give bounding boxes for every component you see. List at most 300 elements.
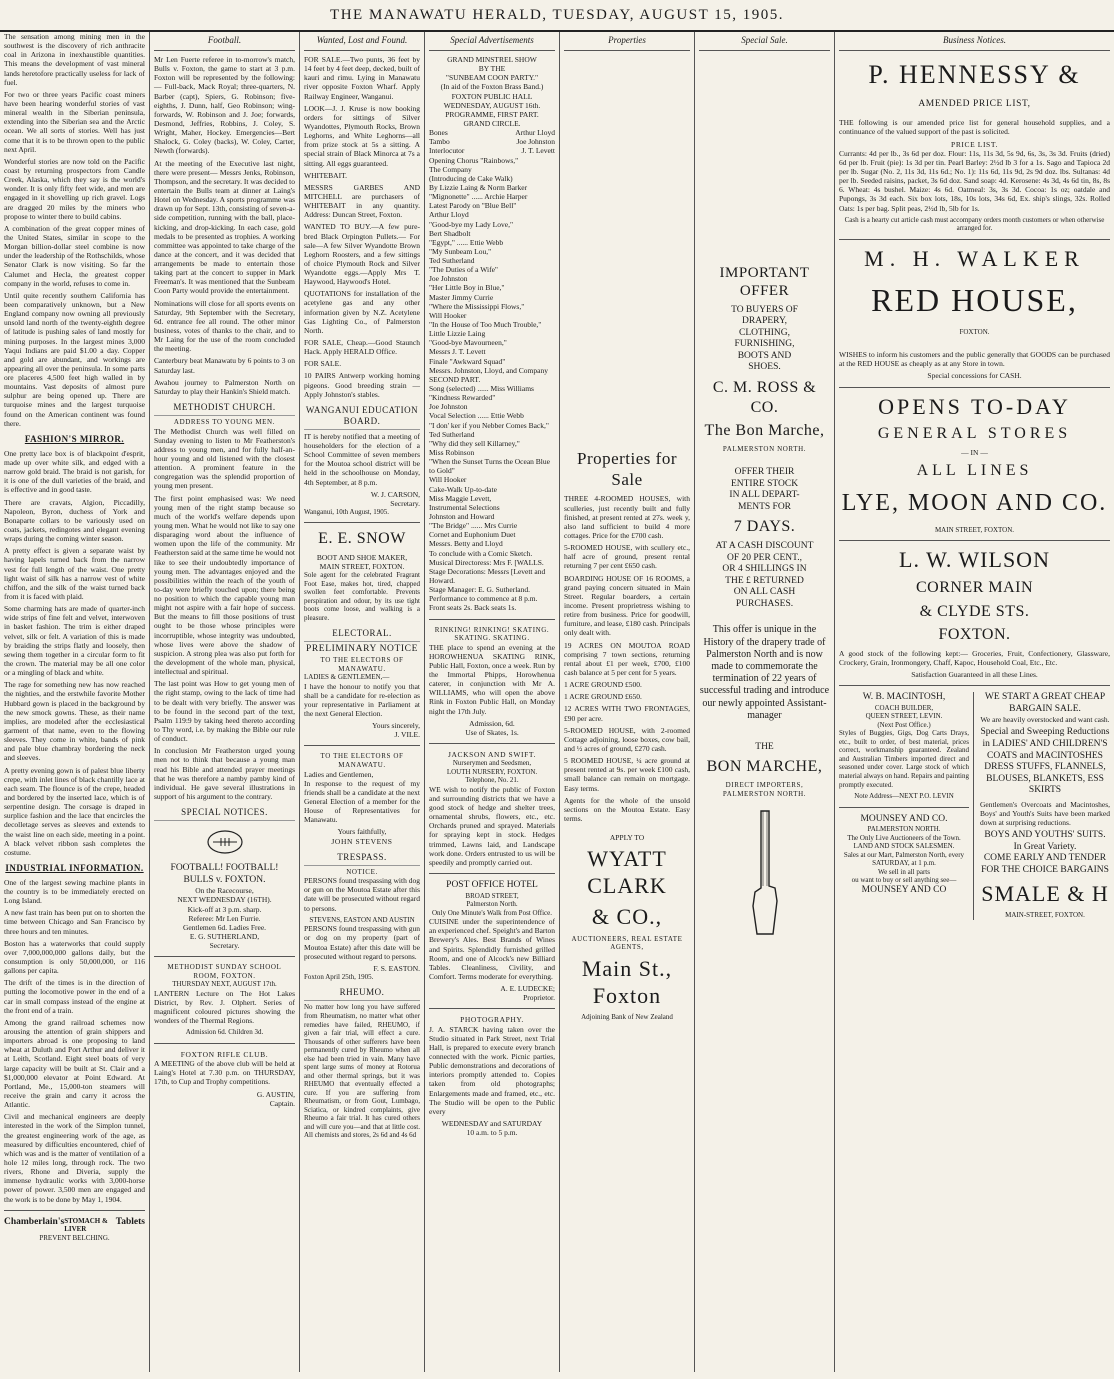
properties-head: Properties (564, 32, 690, 51)
divider (839, 685, 1110, 686)
prices: Currants: 4d per lb., 3s 6d per doz. Flour: 11s, 11s 3d, 5s 9d, 6s, 3s, 3s 3d. Fruits (dried) 6d per lb. Fruit (pie): 1s 3d per tin. Pearl Barley: 2½d lb 3 for a 1s. Sago and Tapioca 2d per lb. Sugar (No. 2, 11s 3d, 11s 6d.; No. 1): 11s 6d, 11s 9d, 2s 9d doz. lbs. Sultanas: 4d per lb. Seeded raisins, packet, 3s 6d doz. Sand soap: 4d. Kerosene: 4s 3d, 4s 6d tin, 8s, 8s 6. Wheat: 4s bushel. Maize: 4s 6d. Oatmeal: 3s, 3s 3d. Cocoa: 1s oz; oatdale and Pupongs, 3s 3d each. Six box lots, 18s, 10s lots, 34s 6d, Ex. ship's slings, 32s. Rolled Oats: 1s per bag. Split peas, 2½d lb, 5lb for 1s. (839, 148, 1110, 213)
snow-text: Sole agent for the celebrated Fragrant Foot Ease, makes hot, tired, chapped swollen feet comfortable. Prevents perspiration and odour, by its use tight boots come loose, and walking is a pleasure. (304, 571, 420, 622)
divider (154, 1043, 295, 1044)
cheap-sale: BARGAIN SALE. (1009, 703, 1081, 714)
variety: In Great Variety. (1013, 841, 1077, 852)
wilson-text: A good stock of the following kept:— Groceries, Fruit, Confectionery, Glassware, Crockery, Grain, Ironmongery, Chaff, Kapoc, Household Coal, Etc., Etc. (839, 648, 1110, 667)
mounsey-sign: MOUNSEY AND CO (861, 884, 947, 895)
industrial-paragraphs (4, 878, 145, 1204)
mac-addr: QUEEN STREET, LEVIN. (865, 712, 943, 721)
unique-text: This offer is unique in the History of the drapery trade of Palmerston North and is now made to commemorate the termination of 22 years of successful trading and introduce our newly appointed Assistant-manager (699, 624, 830, 721)
news-paragraph: Wonderful stories are now told on the Pacific coast by returning prospectors from Candle Creek, Alaska, which they say is the world's wonder. It is only fifty feet wide, and men are engaged in it shovelling up rich gravel. Logs are dragged 20 miles by the miners who propose to winter there to build cabins. (4, 156, 145, 221)
football-paragraph: At the meeting of the Executive last night, there were present— Messrs Jenks, Robinson, Thompson, and the secretary. It was decided to entertain the Bulls team at dinner at Laing's Hotel on Wednesday. A sports programme was drawn up for Sept. 13th, consisting of seven-a-side competition, running with the ball, place-kicking, and drop-kicking. In each case, gold medals to be presented as trophies. A working committee was appointed to take charge of the dance at the concert, and it was decided that arrangements be made to entertain those taking part at the concert to supper in Mark Freeman's. It was mentioned that the Sunbeam Coon Party would provide the entertainment. (154, 158, 295, 296)
program-line: Will Hooker (429, 475, 467, 485)
mac-address: Note Address—NEXT P.O. LEVIN (854, 792, 954, 801)
mounsey-role: LAND AND STOCK SALESMEN. (853, 842, 955, 851)
fashion-paragraphs (4, 449, 145, 857)
wilson-corner: CORNER MAIN (915, 579, 1034, 597)
wanted-ad: FOR SALE.—Two punts, 36 feet by 14 feet by 4 feet deep, decked, built of kauri and rimu. Lying in Manawatu river opposite Foxton Wharf. Apply Railway Engineer, Wanganui. (304, 54, 420, 101)
days: 7 DAYS. (733, 518, 796, 536)
program-line: "My Sunbeam Lou," (429, 246, 492, 256)
wanganui-text: IT is hereby notified that a meeting of householders for the election of a School Committee of seven members for the Moutoa school district will be held in the schoolhouse on Monday, 4th September, at 8 p.m. (304, 431, 420, 487)
chamberlain-ad (4, 1217, 145, 1234)
program-line: "Mignonette" ...... Archie Harper (429, 192, 528, 202)
rinking-title: RINKING! RINKING! SKATING. SKATING. SKATING. (434, 625, 550, 643)
discount-line: THE £ RETURNED (725, 575, 804, 586)
industrial-title: INDUSTRIAL INFORMATION. (5, 862, 144, 873)
properties-title: Properties for Sale (576, 448, 677, 489)
property-listing: 5-ROOMED HOUSE, with 2-roomed Cottage adjoining, loose boxes, cow bail, and ½ acres of ground, £270 cash. (564, 725, 690, 753)
football-paragraphs (154, 55, 295, 396)
hennessy-name: P. HENNESSY & (868, 59, 1081, 89)
jackson-text: WE wish to notify the public of Foxton and surrounding districts that we have a good stock of hedge and shelter trees, ornamental shrubs, flowers, etc., etc. Orchards pruned and sprayed. Materials for spraying kept in stock. Hedges trimmed, Lawns laid, and Landscape work done. Orders entrusted to us will be speedily and promptly carried out. (429, 784, 555, 867)
masthead-title: THE MANAWATU HERALD, TUESDAY, AUGUST 15, 1905. (330, 6, 784, 23)
program-line: Arthur Lloyd (429, 210, 469, 220)
rifle-role: Captain. (269, 1098, 295, 1108)
minstrel-header (429, 55, 555, 128)
program-line: To conclude with a Comic Sketch. (429, 548, 533, 558)
notice2-sign: F. S. EASTON. (373, 963, 420, 973)
rinking-skates: Use of Skates, 1s. (465, 727, 519, 737)
wanted-ad: FOR SALE. (304, 359, 342, 369)
prelim-title: PRELIMINARY NOTICE (305, 644, 419, 655)
general: GENERAL STORES (877, 425, 1072, 443)
program-line: "I don' ker if you Nebber Comes Back," Ted Sutherland (429, 420, 549, 439)
wanted-ad: QUOTATIONS for installation of the acetylene gas and any other information given by N.Z. Acetylene Gas Lighting Co., of Palmerston North. (304, 289, 420, 335)
cast-row (429, 137, 555, 146)
stevens-sign: JOHN STEVENS (331, 836, 393, 846)
mounsey-sales: Sales at our Mart, Palmerston North, every (843, 850, 965, 859)
red-house: RED HOUSE, (871, 281, 1078, 318)
methodist-sub: ADDRESS TO YOUNG MEN. (173, 418, 276, 426)
firm-role: AUCTIONEERS, REAL ESTATE AGENTS, (571, 934, 683, 952)
offer2-lines (699, 467, 830, 513)
discount-line: PURCHASES. (735, 598, 794, 609)
program-line: Cornet and Euphonium Duet (429, 530, 516, 540)
hennessy-terms: Cash is a hearty cut article cash must accompany orders month customers or when otherwise arranged for. (844, 215, 1105, 233)
hotel-street: BROAD STREET, (465, 891, 519, 900)
program-line: Ted Sutherland (429, 256, 475, 266)
property-listing: 12 ACRES WITH TWO FRONTAGES, £90 per acre. (564, 704, 690, 723)
mounsey-day: SATURDAY, at 1 p.m. (872, 859, 936, 868)
program-line: Joe Johnston (429, 274, 468, 284)
rifle-title: FOXTON RIFLE CLUB. (180, 1049, 269, 1059)
industrial-paragraph: Civil and mechanical engineers are deeply interested in the work of the Simplon tunnel, the greatest engineering work of the age, as measured by difficulties encountered, chief of which was and is the matter of ventilation of a hole 12 miles long, through rock. The two rivers, Rhone and Diveria, supply the immense hydraulic works with 3,000-horse power of power. 3,500 men are engaged and the work is to be done by May 1, 1904. (4, 1112, 145, 1204)
cheap-gents: Gentlemen's Overcoats and Macintoshes, Boys' and Youth's Suits have been marked down at surprising reductions. (980, 799, 1110, 828)
wanted-ad: WHITEBAIT. (304, 170, 347, 180)
rinking-admission: Admission, 6d. (469, 718, 515, 728)
trespass-title: TRESPASS. (304, 852, 420, 866)
industrial-paragraph: A new fast train has been put on to shorten the time between Chicago and San Francisco by three hours and ten minutes. (4, 908, 145, 936)
opens: OPENS TO-DAY (878, 393, 1071, 419)
hotel-title: POST OFFICE HOTEL (446, 880, 538, 891)
industrial-paragraph: One of the largest sewing machine plants in the country is to be immediately erected on Long Island. (4, 877, 145, 906)
property-listing: BOARDING HOUSE OF 16 ROOMS, a grand paying concern situated in Main Street. Regular boarders, a certain income. Present proprietress wishing to retire from business. Price for goodwill, furniture, and lease, £180 cash. Principals only dealt with. (564, 573, 690, 638)
ross-firm: C. M. ROSS & CO. (712, 379, 817, 416)
program-line: Messrs J. T. Levett (429, 347, 486, 357)
bargains: FOR THE CHOICE BARGAINS (981, 865, 1109, 876)
offer-line: DRAPERY, (742, 316, 787, 327)
fashion-title: FASHION'S MIRROR. (24, 433, 125, 444)
notice1-text: PERSONS found trespassing with dog or gun on the Moutoa Estate after this date will be prosecuted without regard to persons. (304, 876, 420, 913)
minstrel-line: "SUNBEAM COON PARTY." (445, 73, 539, 83)
program-line: The Company (429, 164, 472, 174)
sunday-text: LANTERN Lecture on The Hot Lakes District, by Rev. J. Olphert. Series of magnificent coloured pictures showing the wonders of the Thermal Regions. (154, 988, 295, 1026)
minstrel-line: (In aid of the Foxton Brass Band.) (440, 82, 544, 92)
news-paragraphs (4, 32, 145, 428)
offer2-line: IN ALL DEPART- (729, 490, 800, 501)
fashion-paragraph: There are cravats, Algion, Piccadilly, Napoleon, Byron, duchess of York and Bonaparte collars to be variously used on coats, jackets, redingotes and elegant evening wraps during the coming winter season. (4, 497, 145, 544)
wanganui-title: WANGANUI EDUCATION BOARD. (304, 405, 420, 430)
price-title: PRICE LIST. (951, 139, 998, 149)
column-news (0, 32, 150, 1372)
offer-line: BOOTS AND (737, 350, 792, 361)
cast-role: Interlocutor (429, 146, 465, 156)
walker-name: M. H. WALKER (864, 245, 1085, 271)
property-listing: 1 ACRE GROUND £650. (564, 692, 642, 702)
football-ad-line: Kick-off at 3 p.m. sharp. (187, 904, 262, 914)
hotel-text: CUISINE under the superintendence of an experienced chef. Speight's and Barton Brewery's Ales. Best Brands of Wines and Spirits. Splendidly furnished grilled Room, and one of Alcock's new Billiard Tables. Cleanliness, Civility, and Comfort. Terms moderate for everything. (429, 917, 555, 982)
football-ad-lines (154, 886, 295, 932)
all-lines: ALL LINES (916, 462, 1033, 480)
hotel-sign: A. E. LUDECKE; (500, 984, 555, 994)
program-line: "Egypt," ...... Ettie Webb (429, 237, 504, 247)
mounsey-sell: We sell in all parts (878, 867, 930, 876)
mounsey-name: MOUNSEY AND CO. (860, 813, 948, 824)
football-ad-line: NEXT WEDNESDAY (16TH). (177, 895, 272, 905)
rheumo-text: No matter how long you have suffered from Rheumatism, no matter what other remedies have failed, RHEUMO, if given a fair trial, will effect a cure. Thousands of other sufferers have been permanently cured by Rheumo when all else had been tried in vain. Many have spent large sums of money at Rotorua and other thermal springs, but it was RHEUMO that eventually effected a cure. If you are suffering from Rheumatism, or from Gout, Lumbago, Sciatica, or kindred complaints, give Rheumo a fair trial. It has cured others and will cure you—and that at little cost. All chemists and stores, 2s 6d and 4s 6d (304, 1003, 420, 1140)
bottom-ads (839, 692, 1110, 920)
divider (839, 807, 969, 808)
snow-trade: BOOT AND SHOE MAKER, (316, 553, 408, 562)
offer-line: FURNISHING, (734, 339, 795, 350)
sunday-admission: Admission 6d. Children 3d. (185, 1028, 264, 1037)
notice-title: NOTICE. (346, 867, 378, 876)
snow-address: MAIN STREET, FOXTON. (319, 562, 405, 572)
chamberlain-tablets: Tablets (115, 1216, 145, 1227)
football-emblem-icon (205, 825, 245, 859)
wanted-ads (304, 55, 420, 399)
column-properties (560, 32, 695, 1372)
program-line: Instrumental Selections (429, 502, 500, 512)
sunday-title: METHODIST SUNDAY SCHOOL ROOM, FOXTON. (167, 963, 282, 980)
mac-text: Styles of Buggies, Gigs, Dog Carts Drays, etc., built to order, of best material, prices correct, workmanship guaranteed. Zealand and Australian Timbers imported direct and seasoned under cover. Large stock of which material always on hand. Repairs and painting promptly executed. (839, 729, 969, 789)
property-listing: 5 ROOMED HOUSE, ¼ acre ground at present rented at 9s. per week £100 cash, small balance can remain on mortgage. Easy terms. (564, 756, 690, 793)
program-line: Messrs. Johnston, Lloyd, and Company (429, 365, 548, 375)
notice2-date: Foxton April 25th, 1905. (304, 972, 374, 981)
lye-moon: LYE, MOON AND CO. (841, 489, 1108, 516)
offer-title: IMPORTANT OFFER (719, 264, 810, 300)
minstrel-program (429, 156, 555, 613)
special-notices-title: SPECIAL NOTICES. (154, 807, 295, 821)
minstrel-line: PROGRAMME, FIRST PART. (445, 109, 539, 119)
photo-title: PHOTOGRAPHY. (460, 1015, 524, 1025)
cheap-special: Special and Sweeping Reductions in LADIES' AND CHILDREN'S COATS and MACINTOSHES DRESS STUFFS, FLANNELS, BLOUSES, BLANKETS, ESS SKIRTS (980, 727, 1110, 796)
offer-lines (699, 305, 830, 374)
football-head: Football. (154, 32, 295, 51)
mounsey-want: ou want to buy or sell anything see— (851, 876, 957, 885)
offer2-line: OFFER THEIR (734, 467, 795, 478)
program-line: Latest Parody on "Blue Bell" (429, 201, 517, 211)
apply-to: APPLY TO (609, 833, 645, 843)
program-line: Stage Manager: E. G. Sutherland. (429, 585, 531, 595)
divider (154, 956, 295, 957)
jackson-tel: Telephone, No. 21. (465, 776, 519, 785)
program-line: Vocal Selection ...... Ettie Webb (429, 411, 524, 421)
discount-lines (699, 541, 830, 610)
news-paragraph: For two or three years Pacific coast miners have been hearing wonderful stories of vast mineral wealth in the Siberian peninsula, extending into the Siberian sea and the Arctic ocean. We all sorts of stories. Well has just come that it is to be thrown open to the public next April. (4, 89, 145, 154)
football-ad-title: FOOTBALL! FOOTBALL! (170, 863, 279, 874)
right-ads (980, 692, 1110, 920)
wanted-ad: 10 PAIRS Antwerp working homing pigeons. Good breeding strain — Apply Johnston's stables. (304, 371, 420, 399)
discount-line: AT A CASH DISCOUNT (715, 540, 814, 551)
program-line: "Kindness Rewarded" (429, 393, 496, 403)
program-line: "The Bridge" ...... Mrs Currie (429, 521, 518, 531)
the: THE (755, 741, 774, 752)
jackson-sub: Nurserymen and Seedsmen, (452, 759, 532, 768)
blank-space (699, 55, 830, 260)
rifle-text: A MEETING of the above club will be held at Laing's Hotel at 7.30 p.m. on THURSDAY, 17th, to Cup and Trophy competitions. (154, 1059, 295, 1087)
cast-name: Joe Johnston (516, 137, 555, 147)
program-line: (Introducing de Cake Walk) (429, 173, 513, 183)
minstrel-line: GRAND MINSTREL SHOW (447, 54, 537, 64)
firm-near: Adjoining Bank of New Zealand (581, 1013, 673, 1022)
football-ad-line: Referee: Mr Len Furrie. (188, 913, 261, 923)
divider (4, 1210, 145, 1211)
column-business (835, 32, 1114, 1372)
methodist-title: METHODIST CHURCH. (154, 402, 295, 416)
methodist-paragraph: The Methodist Church was well filled on Sunday evening to listen to Mr Featherston's address to young men, and for fully half-an-hour young and old listened with the closest attention. A prominent feature in the congregation was the splendid proportion of young men present. (154, 426, 295, 491)
boys: BOYS AND YOUTHS' SUITS. (984, 830, 1106, 841)
pointing-hand-icon (745, 806, 785, 946)
mac-near: (Next Post Office.) (877, 720, 931, 729)
importers: DIRECT IMPORTERS, (725, 781, 804, 789)
cast-name: J. T. Levett (521, 146, 555, 156)
news-paragraph: A combination of the great copper mines of the United States, similar in scope to the Morgan billion-dollar steel combine is now under the leadership of the Rothschilds, whose Senator Clark is now visiting. So far the Calumet and Hecla, the greatest copper company in the world, refuses to come in. (4, 223, 145, 288)
program-line: "Where the Mississippi Flows," (429, 301, 525, 311)
wilson-sat: Satisfaction Guaranteed in all these Lines. (911, 670, 1038, 679)
program-line: Cake-Walk Up-to-date (429, 484, 497, 494)
cast-role: Tambo (429, 137, 450, 147)
program-line: By Lizzie Laing & Norm Barker (429, 182, 528, 192)
lye-address: MAIN STREET, FOXTON. (934, 525, 1015, 534)
prelim-sign: J. VILE. (394, 730, 420, 740)
divider (304, 745, 420, 746)
rheumo-title: RHEUMO. (304, 987, 420, 1001)
chamberlain-sub: PREVENT BELCHING. (39, 1233, 110, 1242)
wanted-ad: MESSRS GARBES AND MITCHELL are purchasers of WHITEBAIT in any quantity. Address: Duncan Street, Foxton. (304, 182, 420, 220)
divider (839, 239, 1110, 240)
minstrel-line: BY THE (478, 64, 506, 74)
wanted-ad: LOOK—J. J. Kruse is now booking orders for sittings of Silver Wyandottes, Plymouth Rocks, Brown Leghorns, and White Leghorns—all from prize stock at 5s a sitting. A special strain of Black Minorca at 7s a sitting. All eggs guaranteed. (304, 103, 420, 168)
program-line: Opening Chorus "Rainbows," (429, 155, 519, 165)
walker-text: WISHES to inform his customers and the public generally that GOODS can be purchased at the RED HOUSE as cheaply as at any Store in town. (839, 350, 1110, 369)
property-listings (564, 494, 690, 823)
divider (839, 387, 1110, 388)
program-line: "When the Sunset Turns the Ocean Blue to Gold" (429, 457, 550, 476)
offer2-line: ENTIRE STOCK (730, 478, 799, 489)
sunday-date: THURSDAY NEXT, AUGUST 17th. (172, 980, 277, 989)
firm-name: WYATT CLARK (587, 846, 667, 899)
photo-text: J. A. STARCK having taken over the Studio situated in Park Street, next Trial Hall, is prepared to execute every branch connected with the work. Picnic parties, Public demonstrations and decorations of interiors promptly attended to. Copies taken from old photographs; Enlargements made and framed, etc., etc. The Studio will be open to the Public every (429, 1024, 555, 1116)
bon-marche: The Bon Marche, (704, 422, 825, 440)
wanted-ad: FOR SALE, Cheap.—Good Staunch Hack. Apply HERALD Office. (304, 338, 420, 357)
program-line: "Her Little Boy in Blue," (429, 283, 505, 293)
come: COME EARLY AND TENDER (983, 853, 1107, 864)
electoral-title: ELECTORAL. (304, 628, 420, 642)
discount-line: ON ALL CASH (733, 587, 796, 598)
special-sale-head: Special Sale. (699, 32, 830, 51)
prelim-salute: LADIES & GENTLEMEN,— (304, 673, 390, 682)
stevens-to: TO THE ELECTORS OF MANAWATU. (320, 752, 404, 769)
program-line: "In the House of Too Much Trouble," Little Lizzie Laing (429, 320, 542, 339)
program-line: Joe Johnston (429, 402, 468, 412)
program-line: Finale "Awkward Squad" (429, 356, 506, 366)
divider (429, 873, 555, 874)
program-line: Musical Directoress: Mrs F. [WALLS. (429, 557, 544, 567)
news-paragraph: The sensation among mining men in the southwest is the discovery of rich anthracite coal in Arizona in inexhaustible quantities. This means the development of vast mineral lands heretofore practically useless for lack of fuel. (4, 32, 145, 87)
wanted-ad: WANTED TO BUY.—A few pure-bred Black Orpington Pullets.— For sale—A few Silver Wyandotte Brown Leghorn Roosters, and a few sittings of choice Plymouth Rock and Silver Wyandotte eggs.—Apply Mrs T. Haywood, Haywood's Hotel. (304, 222, 420, 287)
snow-name: E. E. SNOW (318, 530, 406, 548)
fashion-paragraph: Some charming hats are made of quarter-inch wide strips of fine felt and velvet, interwoven in basket fashion. The trim is either draped velvet, silk or felt. A variation of this is made by braiding the strips flatly and loosely, then sewing them together in a circular form to fit the crown. The material may be all one color or a mingling of black and white. (4, 604, 145, 678)
masthead (0, 0, 1114, 32)
industrial-paragraph: Boston has a waterworks that could supply over 7,000,000,000 gallons daily, but the consumption is only 50,000,000, or 116 gallons per capita. (4, 938, 145, 976)
walker-special: Special concessions for CASH. (927, 371, 1022, 381)
chamberlain-mid: STOMACH & LIVER (64, 1216, 108, 1234)
offer-line: CLOTHING, (739, 327, 790, 338)
program-line: "Good-bye Mavourneen," (429, 338, 507, 348)
prelim-close: Yours sincerely, (372, 721, 420, 731)
hotel-town: Palmerston North. (466, 900, 518, 909)
divider (429, 743, 555, 744)
mounsey-town: PALMERSTON NORTH. (867, 825, 941, 834)
football-ad-line: Gentlemen 6d. Ladies Free. (182, 922, 267, 932)
hennessy-sub: AMENDED PRICE LIST, (918, 98, 1031, 109)
mac-name: W. B. MACINTOSH, (862, 692, 946, 703)
business-head: Business Notices. (839, 32, 1110, 51)
divider (429, 1008, 555, 1009)
program-line: Miss Robinson (429, 448, 475, 458)
cheap-text: We are heavily overstocked and want cash. (980, 715, 1110, 725)
offer2-line: MENTS FOR (737, 501, 792, 512)
program-line: SECOND PART. (429, 374, 481, 384)
minstrel-cast (429, 128, 555, 155)
industrial-paragraph: The drift of the times is in the direction of putting the locomotive power in the end of a car in small compass instead of the engine at the front end of a train. (4, 978, 145, 1015)
hotel-sub: Only One Minute's Walk from Post Office. (431, 908, 552, 917)
program-line: Song (selected) ...... Miss Williams (429, 384, 534, 394)
offer-line: SHOES. (748, 362, 781, 373)
fashion-paragraph: The rage for something new has now reached the nighties, and the erstwhile favorite Mother Hubbard gown is placed in the background by the new smock gowns. These, as their name implies, are modeled after the ecclesiastical garment of that name, even to the flowing sleeves. They come in white, bands of pink and pale blue chambray bordering the neck and sleeves. (4, 680, 145, 763)
cheap-title: WE START A GREAT CHEAP (984, 692, 1106, 703)
program-line: "The Duties of a Wife" (429, 265, 498, 275)
news-paragraph: Until quite recently southern California has been comparatively unknown, but a New England company now owning all previously unsold land north of the twenty-eighth degree of latitude is pushing sales of land mostly for mining purposes. In the largest mines 3,000 Yaqui Indians are paid $1.00 a day. Copper and gold are abundant, and workings are appearing all over the peninsula. In some parts ore placeres 4,500 feet high walled in by mountains. Vast deposits of almost pure sulphur are being opened up. There are turquoise mines and the largest turquoise found on the American continent was found there. (4, 290, 145, 428)
wanganui-sign: W. J. CARSON, (370, 489, 420, 499)
methodist-paragraphs (154, 427, 295, 802)
cast-role: Bones (429, 128, 448, 138)
program-line: Johnston and Howard (429, 512, 495, 521)
prelim-to: TO THE ELECTORS OF MANAWATU. (320, 656, 404, 673)
wilson-town: FOXTON. (938, 626, 1011, 644)
property-listing: 19 ACRES ON MOUTOA ROAD comprising 7 town sections, returning rental about £1 per week, £700, £100 cash balance at 5 per cent for 5 years. (564, 640, 690, 677)
football-paragraph: Mr Len Fuerte referee in to-morrow's match, Bulls v. Foxton, the game to start at 3 p.m. Foxton will be represented by the following:— Full-back, Mack Royal; three-quarters, N. Barber (capt), Spiers, G. Robinson; five-eighths, J. Dunn, half, Geo Robinson; wing-forwards, W. Robinson and J. Joe; forwards, Desmond, Jeffries, Robbins, J. Coley, S. Wright, Maher, Hockey. Emergencies—Bert Shalock, G. Coley (backs), W. Coley, Carter, Newth (forwards). (154, 54, 295, 156)
column-wanted (300, 32, 425, 1372)
town-2: PALMERSTON NORTH. (722, 789, 807, 798)
program-line: "Why did they sell Killarney," (429, 438, 520, 448)
firm-address: Main St., Foxton (581, 955, 673, 1008)
column-special-sale (695, 32, 835, 1372)
program-line: Performance to commence at 8 p.m. (429, 594, 538, 604)
jackson-addr: LOUTH NURSERY, FOXTON. (446, 767, 538, 776)
minstrel-line: FOXTON PUBLIC HALL (451, 91, 533, 101)
program-line: Front seats 2s. Back seats 1s. (429, 603, 517, 613)
football-ad-role: Secretary. (209, 941, 240, 951)
special-ads-head: Special Advertisements (429, 32, 555, 51)
left-ads (839, 692, 974, 920)
property-listing: THREE 4-ROOMED HOUSES, with sculleries, just recently built and fully finished, at present rented at 27s. week y, also land sufficient to build 4 more cottages. Price for the £700 cash. (564, 494, 690, 540)
program-line: Messrs. Betty and Lloyd (429, 539, 503, 549)
hennessy-intro: THE following is our amended price list for general household supplies, and a continuance of the valued support of the past is solicited. (839, 118, 1110, 137)
column-football (150, 32, 300, 1372)
football-ad-match: BULLS v. FOXTON. (183, 874, 266, 885)
cast-row (429, 146, 555, 155)
program-line: "Good-bye my Lady Love," (429, 219, 514, 229)
mac-trade: COACH BUILDER, (874, 703, 934, 712)
methodist-paragraph: The last point was How to get young men of the right stamp, owing to the lack of time had to be dealt with very briefly. The answer was to be found in the second part of the text, Psalm 119:9 by taking heed thereto according to Thy word, i.e. by making the Bible our rule of conduct. (154, 679, 295, 744)
discount-line: OR 4 SHILLINGS IN (722, 564, 807, 575)
wilson-name: L. W. WILSON (899, 547, 1050, 573)
property-listing: 1 ACRE GROUND £500. (564, 680, 642, 690)
cast-row (429, 128, 555, 137)
fashion-paragraph: A pretty effect is given a separate waist by having lapels turned back from the narrow vest for full length of the waist. One pretty light waist of silk has a narrow vest of white chiffon, and the silk of the waist turned back from it is faced with plaid. (4, 546, 145, 601)
photo-days: WEDNESDAY and SATURDAY (441, 1119, 543, 1128)
chamberlain-name: Chamberlain's (4, 1216, 65, 1227)
notice2-text: PERSONS found trespassing with gun or dog on my property (part of Moutoa Estate) after this date will be prosecuted without regard to persons. (304, 924, 420, 961)
notice1-sign: STEVENS, EASTON AND AUSTIN (309, 915, 415, 924)
program-line: Stage Decorations: Messrs [Levett and Howard. (429, 566, 546, 585)
bon-marche-2: BON MARCHE, (706, 758, 823, 776)
wilson-clyde: & CLYDE STS. (919, 602, 1030, 620)
smale-address: MAIN-STREET, FOXTON. (1005, 911, 1085, 920)
program-line: Master Jimmy Currie (429, 292, 494, 302)
hotel-role: Proprietor. (523, 993, 555, 1003)
in: — IN — (961, 447, 988, 457)
property-listing: Agents for the whole of the unsold sections on the Moutoa Estate. Easy terms. (564, 795, 690, 823)
cast-name: Arthur Lloyd (515, 128, 555, 138)
blank-space (564, 55, 690, 445)
football-paragraph: Nominations will close for all sports events on Saturday, 9th September with the Secretary, 6d. entrance fee all round. The other minor business, votes of thanks to the chair, and to Mr Laing for the use of the room concluded the meeting. (154, 298, 295, 354)
ross-town: PALMERSTON NORTH. (722, 444, 807, 453)
program-line: Bert Shadbolt (429, 228, 471, 238)
minstrel-line: WEDNESDAY, AUGUST 16th. (443, 100, 541, 110)
methodist-paragraph: The first point emphasised was: We need young men of the right stamp because so much of the world's welfare depends upon young men. What he would not like to say one disparaging word about the influence of women upon the life of the community. Mr Featherston said at the same time he would not like to see their undoubtedly importance of young men. The advantages enjoyed and the possibilities within the reach of the youth of to-day were briefly touched upon; there being no position to which the capable young man might not aspire with a fair hope of success. But the means to fill those positions of trust ought to be those whose principles were incorruptible, whose integrity was undoubted, whose lives were above the shadow of suspicion. A strong plea was also put forth for the development of the whole man, physical, intellectual and spiritual. (154, 493, 295, 677)
stevens-text: In response to the request of my friends shall be a candidate at the next General Election of a member for the House of Representatives for Manawatu. (304, 778, 420, 825)
stevens-close: Yours faithfully, (337, 827, 387, 837)
smale: SMALE & H (981, 880, 1109, 906)
football-ad-line: On the Racecourse, (195, 886, 254, 896)
stevens-salute: Ladies and Gentlemen, (304, 769, 374, 779)
fashion-paragraph: A pretty evening gown is of palest blue liberty crepe, with inlet lines of black chantilly lace at each seam. The flounce is of the crepe, headed and bordered by the inserted lace, which is of serpentine design. The corsage is draped in surplice fashion and the lace that encircles the decolletage serves as sleeves and extends to the waist line on each side, meeting in a point. A black velvet ribbon sash completes the costume. (4, 765, 145, 857)
minstrel-line: GRAND CIRCLE. (463, 118, 521, 128)
divider (304, 522, 420, 523)
divider (429, 619, 555, 620)
fashion-paragraph: One pretty lace box is of blackpoint d'esprit, made up over white silk, and edged with a narrow gold braid. The braid is not garish, for it is one of the dull varieties of the braid, and is effective and in good taste. (4, 448, 145, 495)
mounsey-text: The Only Live Auctioneers of the Town. (847, 833, 961, 842)
prelim-text: I have the honour to notify you that shall be a candidate for re-election as your representative in Parliament at the next General Election. (304, 681, 420, 719)
property-listing: 5-ROOMED HOUSE, with scullery etc., half acre of ground, present rental returning 7 per cent £650 cash. (564, 543, 690, 571)
discount-line: OF 20 PER CENT., (726, 552, 803, 563)
divider (839, 540, 1110, 541)
walker-town: FOXTON. (959, 327, 990, 336)
